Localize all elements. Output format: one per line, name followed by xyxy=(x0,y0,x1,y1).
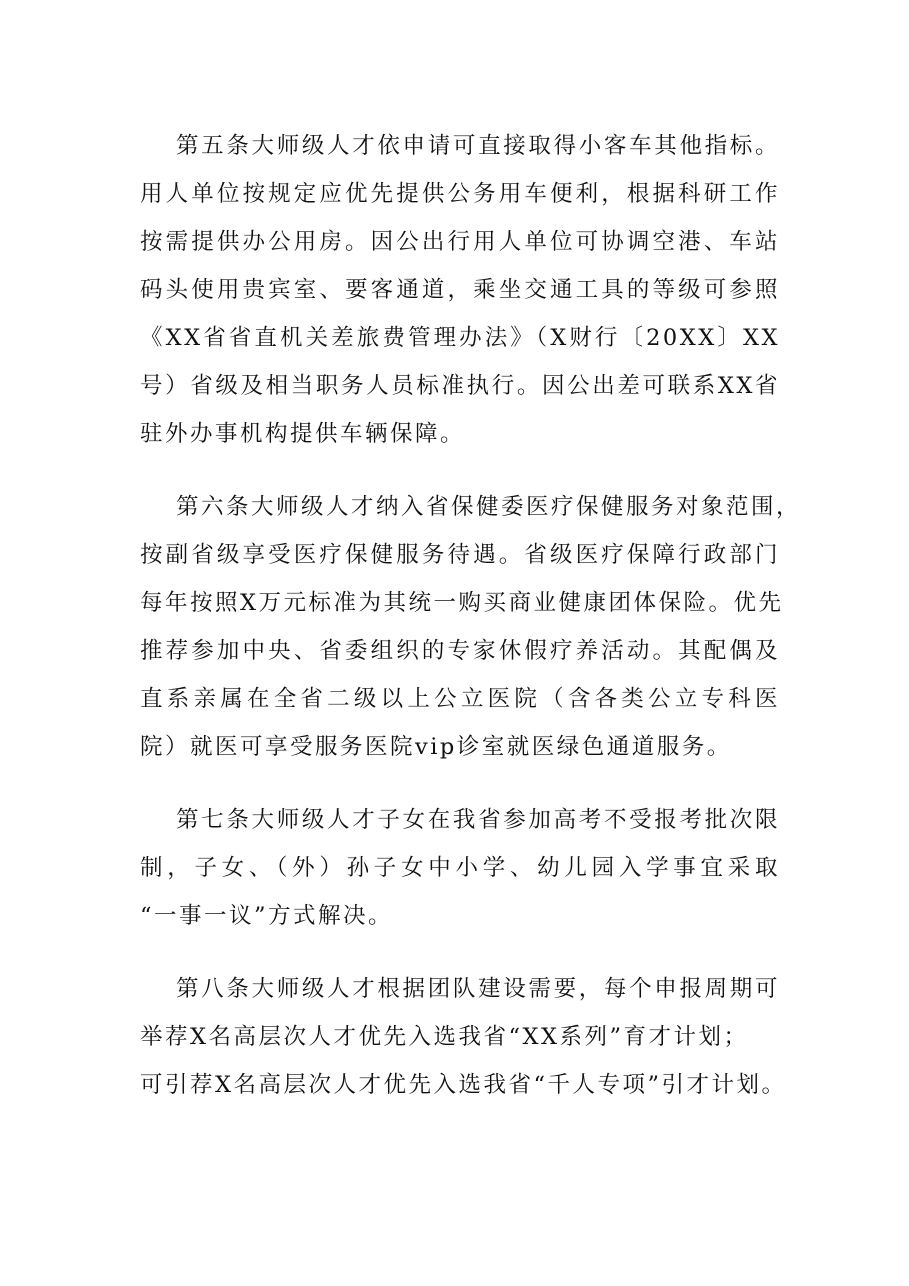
paragraph-line: 第七条大师级人才子女在我省参加高考不受报考批次限 xyxy=(176,807,780,833)
article-8-paragraph xyxy=(140,965,787,1109)
paragraph-line: 码头使用贵宾室、要客通道，乘坐交通工具的等级可参照 xyxy=(140,277,780,303)
paragraph-line: 第五条大师级人才依申请可直接取得小客车其他指标。 xyxy=(176,133,780,159)
article-7-paragraph xyxy=(140,796,780,940)
article-6-paragraph xyxy=(140,483,802,771)
paragraph-line: 第八条大师级人才根据团队建设需要，每个申报周期可 xyxy=(176,976,780,1002)
paragraph-line: 号）省级及相当职务人员标准执行。因公出差可联系XX省 xyxy=(140,373,780,399)
paragraph-line: 直系亲属在全省二级以上公立医院（含各类公立专科医 xyxy=(140,686,780,712)
paragraph-line: 用人单位按规定应优先提供公务用车便利，根据科研工作 xyxy=(140,181,780,207)
paragraph-line: 举荐X名高层次人才优先入选我省“XX系列”育才计划； xyxy=(140,1024,749,1050)
paragraph-line: 每年按照X万元标准为其统一购买商业健康团体保险。优先 xyxy=(140,590,784,616)
paragraph-line: 按副省级享受医疗保健服务待遇。省级医疗保障行政部门 xyxy=(140,542,780,568)
paragraph-line: 驻外办事机构提供车辆保障。 xyxy=(140,421,466,447)
paragraph-line: 制，子女、（外）孙子女中小学、幼儿园入学事宜采取 xyxy=(140,855,780,881)
paragraph-line: 《XX省省直机关差旅费管理办法》（X财行〔20XX〕XX xyxy=(140,325,780,351)
paragraph-line: 推荐参加中央、省委组织的专家休假疗养活动。其配偶及 xyxy=(140,638,780,664)
paragraph-line: 可引荐X名高层次人才优先入选我省“千人专项”引才计划。 xyxy=(140,1072,787,1098)
paragraph-line: 按需提供办公用房。因公出行用人单位可协调空港、车站 xyxy=(140,229,780,255)
paragraph-line: 院）就医可享受服务医院vip诊室就医绿色通道服务。 xyxy=(140,734,732,760)
paragraph-line: 第六条大师级人才纳入省保健委医疗保健服务对象范围， xyxy=(176,494,802,520)
document-body xyxy=(140,122,802,1134)
article-5-paragraph xyxy=(140,122,780,458)
paragraph-line: “一事一议”方式解决。 xyxy=(140,903,394,929)
